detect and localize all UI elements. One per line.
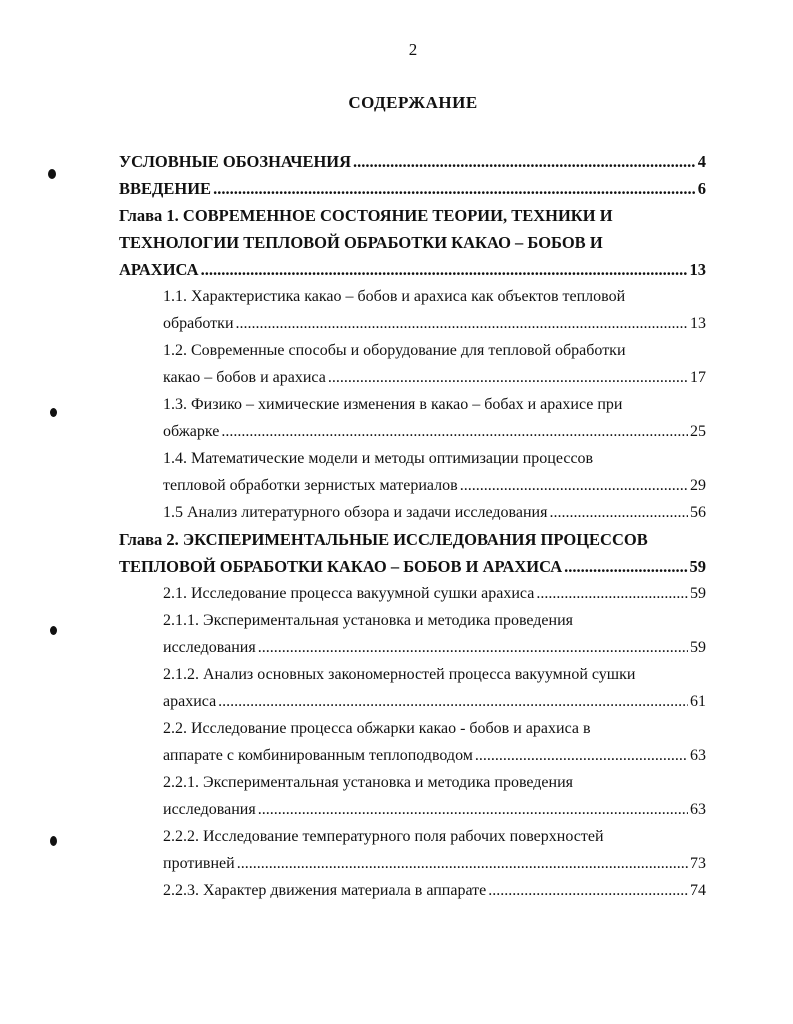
toc-entry-2-1-2 [163, 688, 706, 715]
toc-entry-1-3-line1: 1.3. Физико – химические изменения в какао – бобах и арахисе при [163, 396, 623, 413]
leader-dots [564, 553, 687, 580]
toc-entry-text: исследования [163, 639, 256, 656]
leader-dots [221, 418, 688, 445]
scan-speck [50, 408, 57, 417]
leader-dots [488, 877, 688, 904]
toc-entry-text: арахиса [163, 693, 217, 710]
toc-entry-text: ТЕПЛОВОЙ ОБРАБОТКИ КАКАО – БОБОВ И АРАХИСА [119, 557, 563, 576]
toc-entry-2-2-2 [163, 850, 706, 877]
toc-entry-chapter2 [119, 553, 706, 580]
leader-dots [213, 175, 696, 202]
page-number: 2 [408, 40, 418, 59]
toc-entry-2-2-3 [163, 877, 706, 904]
toc-entry-page: 63 [690, 747, 706, 764]
toc-entry-page: 59 [689, 557, 706, 576]
table-of-contents [119, 148, 706, 904]
toc-entry-page: 56 [690, 504, 706, 521]
leader-dots [236, 310, 689, 337]
toc-entry-chapter1-line1: Глава 1. СОВРЕМЕННОЕ СОСТОЯНИЕ ТЕОРИИ, ТЕХНИКИ И [119, 206, 613, 225]
leader-dots [328, 364, 688, 391]
toc-entry-2-2-1 [163, 796, 706, 823]
leader-dots [353, 148, 696, 175]
toc-entry-text: исследования [163, 801, 256, 818]
toc-entry-text: какао – бобов и арахиса [163, 369, 326, 386]
toc-entry-1-4 [163, 472, 706, 499]
toc-entry-2-1-1-line1: 2.1.1. Экспериментальная установка и методика проведения [163, 612, 574, 629]
scan-speck [48, 169, 56, 179]
toc-entry-2-2-line1: 2.2. Исследование процесса обжарки какао - бобов и арахиса в [163, 720, 591, 737]
toc-entry-1-1-line1: 1.1. Характеристика какао – бобов и арахиса как объектов тепловой [163, 288, 626, 305]
toc-entry-1-2 [163, 364, 706, 391]
toc-entry-2-2 [163, 742, 706, 769]
leader-dots [258, 796, 688, 823]
toc-entry-text: УСЛОВНЫЕ ОБОЗНАЧЕНИЯ [119, 152, 352, 171]
scan-speck [50, 836, 57, 846]
toc-entry-symbols [119, 148, 706, 175]
toc-entry-text: тепловой обработки зернистых материалов [163, 477, 458, 494]
toc-entry-2-1 [163, 580, 706, 607]
toc-entry-1-2-line1: 1.2. Современные способы и оборудование для тепловой обработки [163, 342, 626, 359]
toc-entry-text: 2.1. Исследование процесса вакуумной сушки арахиса [163, 585, 535, 602]
toc-entry-1-1 [163, 310, 706, 337]
toc-entry-page: 13 [690, 315, 706, 332]
toc-entry-1-4-line1: 1.4. Математические модели и методы оптимизации процессов [163, 450, 594, 467]
toc-entry-chapter1 [119, 256, 706, 283]
leader-dots [258, 634, 688, 661]
toc-entry-text: обжарке [163, 423, 220, 440]
toc-entry-text: противней [163, 855, 235, 872]
page-title: СОДЕРЖАНИЕ [348, 93, 478, 112]
toc-entry-page: 73 [690, 855, 706, 872]
toc-entry-page: 59 [690, 585, 706, 602]
toc-entry-page: 4 [697, 152, 706, 171]
toc-entry-page: 6 [697, 179, 706, 198]
toc-entry-text: АРАХИСА [119, 260, 199, 279]
toc-entry-text: аппарате с комбинированным теплоподводом [163, 747, 473, 764]
leader-dots [201, 256, 688, 283]
toc-entry-introduction [119, 175, 706, 202]
leader-dots [536, 580, 688, 607]
leader-dots [237, 850, 688, 877]
toc-entry-page: 17 [690, 369, 706, 386]
toc-entry-1-3 [163, 418, 706, 445]
scan-speck [50, 626, 57, 635]
toc-entry-1-5 [163, 499, 706, 526]
toc-entry-text: 2.2.3. Характер движения материала в аппарате [163, 882, 487, 899]
toc-entry-2-1-1 [163, 634, 706, 661]
toc-entry-chapter1-line2: ТЕХНОЛОГИИ ТЕПЛОВОЙ ОБРАБОТКИ КАКАО – БОБОВ И [119, 233, 603, 252]
toc-entry-text: 1.5 Анализ литературного обзора и задачи исследования [163, 504, 548, 521]
leader-dots [549, 499, 688, 526]
toc-entry-2-2-2-line1: 2.2.2. Исследование температурного поля рабочих поверхностей [163, 828, 604, 845]
toc-entry-page: 13 [689, 260, 706, 279]
toc-entry-2-1-2-line1: 2.1.2. Анализ основных закономерностей процесса вакуумной сушки [163, 666, 636, 683]
toc-entry-page: 59 [690, 639, 706, 656]
toc-entry-page: 29 [690, 477, 706, 494]
leader-dots [218, 688, 688, 715]
toc-entry-page: 63 [690, 801, 706, 818]
toc-entry-text: обработки [163, 315, 234, 332]
leader-dots [460, 472, 688, 499]
leader-dots [475, 742, 688, 769]
toc-entry-page: 25 [690, 423, 706, 440]
toc-entry-text: ВВЕДЕНИЕ [119, 179, 212, 198]
toc-entry-page: 74 [690, 882, 706, 899]
toc-entry-2-2-1-line1: 2.2.1. Экспериментальная установка и методика проведения [163, 774, 574, 791]
toc-entry-chapter2-line1: Глава 2. ЭКСПЕРИМЕНТАЛЬНЫЕ ИССЛЕДОВАНИЯ ПРОЦЕССОВ [119, 530, 648, 549]
toc-entry-page: 61 [690, 693, 706, 710]
